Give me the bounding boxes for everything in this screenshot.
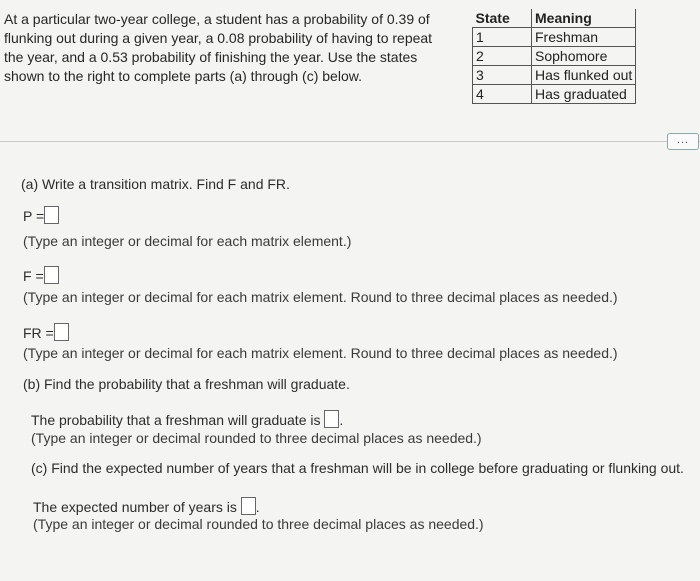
p-matrix-row xyxy=(23,206,59,224)
part-b-answer-row: The probability that a freshman will graduate is . xyxy=(31,412,344,428)
part-b-heading: (b) Find the probability that a freshman will graduate. xyxy=(23,376,350,392)
fr-label: FR = xyxy=(23,325,54,341)
fr-matrix-input[interactable] xyxy=(54,323,69,341)
f-hint: (Type an integer or decimal for each matrix element. Round to three decimal places as needed.) xyxy=(23,289,618,305)
state-cell: 4 xyxy=(473,85,532,104)
part-b-prompt: The probability that a freshman will graduate is xyxy=(31,412,321,428)
expected-years-input[interactable] xyxy=(241,497,256,515)
meaning-cell: Freshman xyxy=(532,28,636,47)
table-row xyxy=(473,66,636,85)
graduate-probability-input[interactable] xyxy=(324,410,339,428)
table-row xyxy=(473,47,636,66)
state-cell: 1 xyxy=(473,28,532,47)
meaning-cell: Has flunked out xyxy=(532,66,636,85)
p-matrix-input[interactable] xyxy=(44,206,59,224)
state-cell: 3 xyxy=(473,66,532,85)
p-hint: (Type an integer or decimal for each matrix element.) xyxy=(23,233,352,249)
f-matrix-row xyxy=(23,266,59,284)
table-header-meaning: Meaning xyxy=(532,9,636,28)
part-c-heading: (c) Find the expected number of years that a freshman will be in college before graduating or flunking out. xyxy=(31,460,684,476)
meaning-cell: Sophomore xyxy=(532,47,636,66)
state-cell: 2 xyxy=(473,47,532,66)
problem-statement: At a particular two-year college, a student has a probability of 0.39 of flunking out during a given year, a 0.08 probability of having to repeat the year, and a 0.53 probability of finishing the year. Use the states shown to the right to complete parts (a) through (c) below. xyxy=(4,11,433,84)
f-label: F = xyxy=(23,268,44,284)
fr-matrix-row xyxy=(23,323,69,341)
part-a-heading: (a) Write a transition matrix. Find F and FR. xyxy=(21,176,290,192)
part-b-hint: (Type an integer or decimal rounded to three decimal places as needed.) xyxy=(31,430,482,446)
table-header-state: State xyxy=(473,9,532,28)
part-c-prompt: The expected number of years is xyxy=(33,499,237,515)
meaning-cell: Has graduated xyxy=(532,85,636,104)
table-row xyxy=(473,85,636,104)
fr-hint: (Type an integer or decimal for each matrix element. Round to three decimal places as needed.) xyxy=(23,345,618,361)
states-table xyxy=(472,9,636,104)
expand-more-button[interactable]: ... xyxy=(667,133,699,150)
section-divider xyxy=(0,141,700,142)
table-row xyxy=(473,28,636,47)
p-label: P = xyxy=(23,208,45,224)
part-c-hint: (Type an integer or decimal rounded to three decimal places as needed.) xyxy=(33,516,484,532)
part-c-answer-row: The expected number of years is . xyxy=(33,499,260,515)
f-matrix-input[interactable] xyxy=(44,266,59,284)
